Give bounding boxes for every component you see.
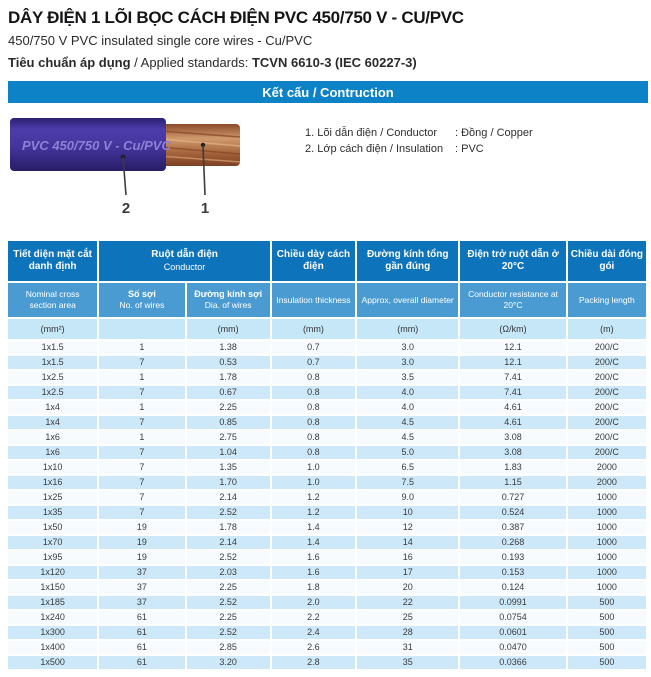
callout-1-number: 1 — [200, 200, 210, 217]
table-cell: 1.83 — [460, 461, 565, 474]
table-cell: 1.70 — [187, 476, 270, 489]
table-cell: 9.0 — [357, 491, 458, 504]
table-cell: 4.5 — [357, 416, 458, 429]
unit-packing-length: (m) — [568, 319, 646, 339]
table-cell: 1x4 — [8, 416, 97, 429]
table-cell: 0.193 — [460, 551, 565, 564]
table-cell: 2.14 — [187, 536, 270, 549]
table-cell: 61 — [99, 641, 184, 654]
table-cell: 19 — [99, 521, 184, 534]
table-cell: 7.41 — [460, 371, 565, 384]
col-header-conductor-group — [99, 241, 270, 281]
table-cell: 200/C — [568, 401, 646, 414]
subheader-dia-of-wires — [187, 283, 270, 317]
table-row — [8, 596, 646, 609]
table-cell: 2.14 — [187, 491, 270, 504]
table-cell: 7 — [99, 356, 184, 369]
conductor-group-vi: Ruột dẫn điện — [151, 249, 218, 260]
table-cell: 2.85 — [187, 641, 270, 654]
table-cell: 2.25 — [187, 611, 270, 624]
table-cell: 1.78 — [187, 371, 270, 384]
table-row — [8, 656, 646, 669]
wire-print-text: PVC 450/750 V - Cu/PVC — [22, 138, 171, 153]
table-cell: 1.4 — [272, 521, 355, 534]
table-cell: 1000 — [568, 521, 646, 534]
table-cell: 2.4 — [272, 626, 355, 639]
table-cell: 0.8 — [272, 401, 355, 414]
table-cell: 1000 — [568, 581, 646, 594]
subheader-insulation-thickness-en: Insulation thickness — [272, 283, 355, 317]
legend-value: : PVC — [455, 143, 484, 155]
header-row-units — [8, 319, 646, 339]
table-cell: 31 — [357, 641, 458, 654]
table-cell: 2.6 — [272, 641, 355, 654]
unit-resistance: (Ω/km) — [460, 319, 565, 339]
table-cell: 7 — [99, 461, 184, 474]
table-cell: 0.53 — [187, 356, 270, 369]
unit-insulation-thickness: (mm) — [272, 319, 355, 339]
table-cell: 2.52 — [187, 596, 270, 609]
table-row — [8, 581, 646, 594]
table-cell: 200/C — [568, 386, 646, 399]
table-cell: 37 — [99, 596, 184, 609]
table-cell: 500 — [568, 626, 646, 639]
table-cell: 2.52 — [187, 551, 270, 564]
table-cell: 1.04 — [187, 446, 270, 459]
table-cell: 22 — [357, 596, 458, 609]
table-cell: 2.25 — [187, 581, 270, 594]
table-cell: 0.8 — [272, 416, 355, 429]
table-cell: 200/C — [568, 431, 646, 444]
table-cell: 7.5 — [357, 476, 458, 489]
legend-label: 1. Lõi dẫn điện / Conductor — [305, 127, 438, 139]
table-cell: 1 — [99, 431, 184, 444]
table-cell: 1000 — [568, 491, 646, 504]
table-cell: 4.61 — [460, 401, 565, 414]
table-cell: 200/C — [568, 446, 646, 459]
table-cell: 16 — [357, 551, 458, 564]
table-cell: 7 — [99, 446, 184, 459]
table-cell: 1x400 — [8, 641, 97, 654]
table-row — [8, 521, 646, 534]
table-cell: 0.124 — [460, 581, 565, 594]
table-cell: 1.6 — [272, 566, 355, 579]
table-row — [8, 641, 646, 654]
table-cell: 0.0991 — [460, 596, 565, 609]
table-cell: 3.0 — [357, 341, 458, 354]
col-header-packing-length: Chiều dài đóng gói — [568, 241, 646, 281]
table-cell: 7 — [99, 416, 184, 429]
table-cell: 61 — [99, 656, 184, 669]
table-cell: 1x185 — [8, 596, 97, 609]
table-cell: 12.1 — [460, 341, 565, 354]
table-cell: 4.0 — [357, 386, 458, 399]
dia-of-wires-en: Dia. of wires — [204, 300, 252, 310]
table-cell: 1.8 — [272, 581, 355, 594]
table-cell: 6.5 — [357, 461, 458, 474]
section-banner-label: Kết cấu / Contruction — [262, 84, 394, 100]
table-cell: 1x1.5 — [8, 356, 97, 369]
table-row — [8, 386, 646, 399]
table-cell: 37 — [99, 581, 184, 594]
header-row-english — [8, 283, 646, 317]
table-cell: 3.08 — [460, 446, 565, 459]
table-cell: 14 — [357, 536, 458, 549]
table-body — [8, 341, 646, 669]
table-cell: 1000 — [568, 566, 646, 579]
subheader-packing-length-en: Packing length — [568, 283, 646, 317]
table-cell: 500 — [568, 596, 646, 609]
pvc-jacket-icon — [10, 118, 171, 171]
table-cell: 500 — [568, 611, 646, 624]
table-cell: 2.03 — [187, 566, 270, 579]
table-cell: 0.0754 — [460, 611, 565, 624]
table-row — [8, 566, 646, 579]
table-cell: 3.08 — [460, 431, 565, 444]
table-cell: 0.524 — [460, 506, 565, 519]
col-header-cross-section: Tiết diện mặt cắt danh định — [8, 241, 97, 281]
table-cell: 1x95 — [8, 551, 97, 564]
spec-table-head — [8, 241, 646, 339]
table-cell: 1x2.5 — [8, 371, 97, 384]
table-cell: 1x35 — [8, 506, 97, 519]
table-cell: 1.35 — [187, 461, 270, 474]
table-row — [8, 611, 646, 624]
table-cell: 1x4 — [8, 401, 97, 414]
table-cell: 1000 — [568, 536, 646, 549]
table-cell: 1000 — [568, 506, 646, 519]
table-cell: 0.727 — [460, 491, 565, 504]
table-cell: 1.15 — [460, 476, 565, 489]
table-row — [8, 491, 646, 504]
table-row — [8, 341, 646, 354]
table-cell: 1x6 — [8, 431, 97, 444]
table-cell: 19 — [99, 536, 184, 549]
table-cell: 19 — [99, 551, 184, 564]
table-cell: 4.0 — [357, 401, 458, 414]
table-cell: 1x6 — [8, 446, 97, 459]
table-cell: 0.0366 — [460, 656, 565, 669]
table-row — [8, 551, 646, 564]
header-row-vietnamese — [8, 241, 646, 281]
table-cell: 17 — [357, 566, 458, 579]
section-banner — [8, 81, 648, 103]
table-cell: 1 — [99, 341, 184, 354]
unit-no-of-wires — [99, 319, 184, 339]
table-cell: 0.67 — [187, 386, 270, 399]
construction-figure — [0, 103, 651, 235]
table-cell: 7.41 — [460, 386, 565, 399]
table-cell: 0.8 — [272, 446, 355, 459]
table-cell: 3.0 — [357, 356, 458, 369]
subheader-resistance-en: Conductor resistance at 20°C — [460, 283, 565, 317]
figure-legend — [305, 125, 533, 157]
table-cell: 1x2.5 — [8, 386, 97, 399]
table-cell: 1.4 — [272, 536, 355, 549]
table-row — [8, 371, 646, 384]
legend-label: 2. Lớp cách điện / Insulation — [305, 143, 444, 155]
table-cell: 1x25 — [8, 491, 97, 504]
table-row — [8, 626, 646, 639]
spec-table — [6, 239, 648, 671]
header-block — [0, 0, 651, 71]
table-cell: 35 — [357, 656, 458, 669]
subheader-no-of-wires — [99, 283, 184, 317]
table-cell: 20 — [357, 581, 458, 594]
table-cell: 1x1.5 — [8, 341, 97, 354]
table-cell: 0.7 — [272, 356, 355, 369]
no-of-wires-vi: Số sợi — [127, 289, 156, 299]
table-cell: 1x70 — [8, 536, 97, 549]
table-cell: 2.0 — [272, 596, 355, 609]
table-cell: 2.8 — [272, 656, 355, 669]
unit-dia-of-wires: (mm) — [187, 319, 270, 339]
table-cell: 5.0 — [357, 446, 458, 459]
table-row — [8, 416, 646, 429]
wire-photo — [10, 113, 242, 217]
table-cell: 0.0470 — [460, 641, 565, 654]
table-cell: 1x500 — [8, 656, 97, 669]
legend-item-insulation — [305, 141, 533, 157]
unit-cross-section: (mm²) — [8, 319, 97, 339]
table-cell: 1x10 — [8, 461, 97, 474]
col-header-overall-diameter: Đường kính tổng gần đúng — [357, 241, 458, 281]
table-cell: 2.75 — [187, 431, 270, 444]
table-row — [8, 356, 646, 369]
table-row — [8, 446, 646, 459]
table-cell: 2.25 — [187, 401, 270, 414]
standards-value: TCVN 6610-3 (IEC 60227-3) — [251, 55, 417, 70]
legend-value: : Đồng / Copper — [455, 127, 533, 139]
table-cell: 7 — [99, 386, 184, 399]
table-cell: 1x240 — [8, 611, 97, 624]
col-header-insulation-thickness: Chiều dày cách điện — [272, 241, 355, 281]
legend-item-conductor — [305, 125, 533, 141]
table-cell: 4.61 — [460, 416, 565, 429]
table-cell: 7 — [99, 506, 184, 519]
table-cell: 1.2 — [272, 506, 355, 519]
dia-of-wires-vi: Đường kính sợi — [194, 289, 263, 299]
table-row — [8, 536, 646, 549]
table-cell: 4.5 — [357, 431, 458, 444]
table-cell: 500 — [568, 641, 646, 654]
table-cell: 1000 — [568, 551, 646, 564]
table-cell: 1.78 — [187, 521, 270, 534]
table-cell: 3.5 — [357, 371, 458, 384]
table-cell: 1x16 — [8, 476, 97, 489]
table-cell: 7 — [99, 476, 184, 489]
table-cell: 2.52 — [187, 506, 270, 519]
table-cell: 200/C — [568, 416, 646, 429]
table-cell: 7 — [99, 491, 184, 504]
table-cell: 61 — [99, 611, 184, 624]
subheader-cross-section-en: Nominal cross section area — [8, 283, 97, 317]
table-cell: 0.8 — [272, 386, 355, 399]
table-cell: 1.38 — [187, 341, 270, 354]
table-cell: 1.2 — [272, 491, 355, 504]
table-cell: 0.8 — [272, 371, 355, 384]
table-cell: 2000 — [568, 476, 646, 489]
standards-label-vi: Tiêu chuẩn áp dụng — [8, 55, 131, 70]
table-cell: 1x300 — [8, 626, 97, 639]
callout-2-number: 2 — [121, 200, 131, 217]
table-cell: 0.8 — [272, 431, 355, 444]
table-cell: 2000 — [568, 461, 646, 474]
table-cell: 1.6 — [272, 551, 355, 564]
subheader-overall-diameter-en: Approx, overall diameter — [357, 283, 458, 317]
table-row — [8, 401, 646, 414]
conductor-group-en: Conductor — [163, 262, 206, 272]
table-cell: 1 — [99, 371, 184, 384]
col-header-resistance: Điện trở ruột dẫn ở 20°C — [460, 241, 565, 281]
no-of-wires-en: No. of wires — [119, 300, 165, 310]
table-cell: 1x50 — [8, 521, 97, 534]
table-cell: 12 — [357, 521, 458, 534]
table-cell: 25 — [357, 611, 458, 624]
table-cell: 3.20 — [187, 656, 270, 669]
table-cell: 0.0601 — [460, 626, 565, 639]
applied-standards — [8, 55, 643, 71]
table-row — [8, 431, 646, 444]
table-cell: 61 — [99, 626, 184, 639]
table-cell: 1 — [99, 401, 184, 414]
table-cell: 37 — [99, 566, 184, 579]
table-cell: 2.52 — [187, 626, 270, 639]
table-cell: 0.153 — [460, 566, 565, 579]
table-cell: 2.2 — [272, 611, 355, 624]
table-cell: 200/C — [568, 371, 646, 384]
table-cell: 0.7 — [272, 341, 355, 354]
table-cell: 1x150 — [8, 581, 97, 594]
table-cell: 0.85 — [187, 416, 270, 429]
table-row — [8, 506, 646, 519]
table-cell: 1x120 — [8, 566, 97, 579]
table-cell: 200/C — [568, 356, 646, 369]
table-cell: 1.0 — [272, 461, 355, 474]
table-cell: 500 — [568, 656, 646, 669]
table-cell: 0.268 — [460, 536, 565, 549]
table-cell: 10 — [357, 506, 458, 519]
table-cell: 1.0 — [272, 476, 355, 489]
table-row — [8, 476, 646, 489]
table-cell: 28 — [357, 626, 458, 639]
page-title: DÂY ĐIỆN 1 LÕI BỌC CÁCH ĐIỆN PVC 450/750 V - CU/PVC — [8, 8, 464, 27]
table-row — [8, 461, 646, 474]
table-cell: 12.1 — [460, 356, 565, 369]
standards-label-en: / Applied standards: — [130, 55, 252, 70]
table-cell: 200/C — [568, 341, 646, 354]
page-subtitle: 450/750 V PVC insulated single core wires - Cu/PVC — [8, 33, 313, 48]
table-cell: 0.387 — [460, 521, 565, 534]
unit-overall-diameter: (mm) — [357, 319, 458, 339]
